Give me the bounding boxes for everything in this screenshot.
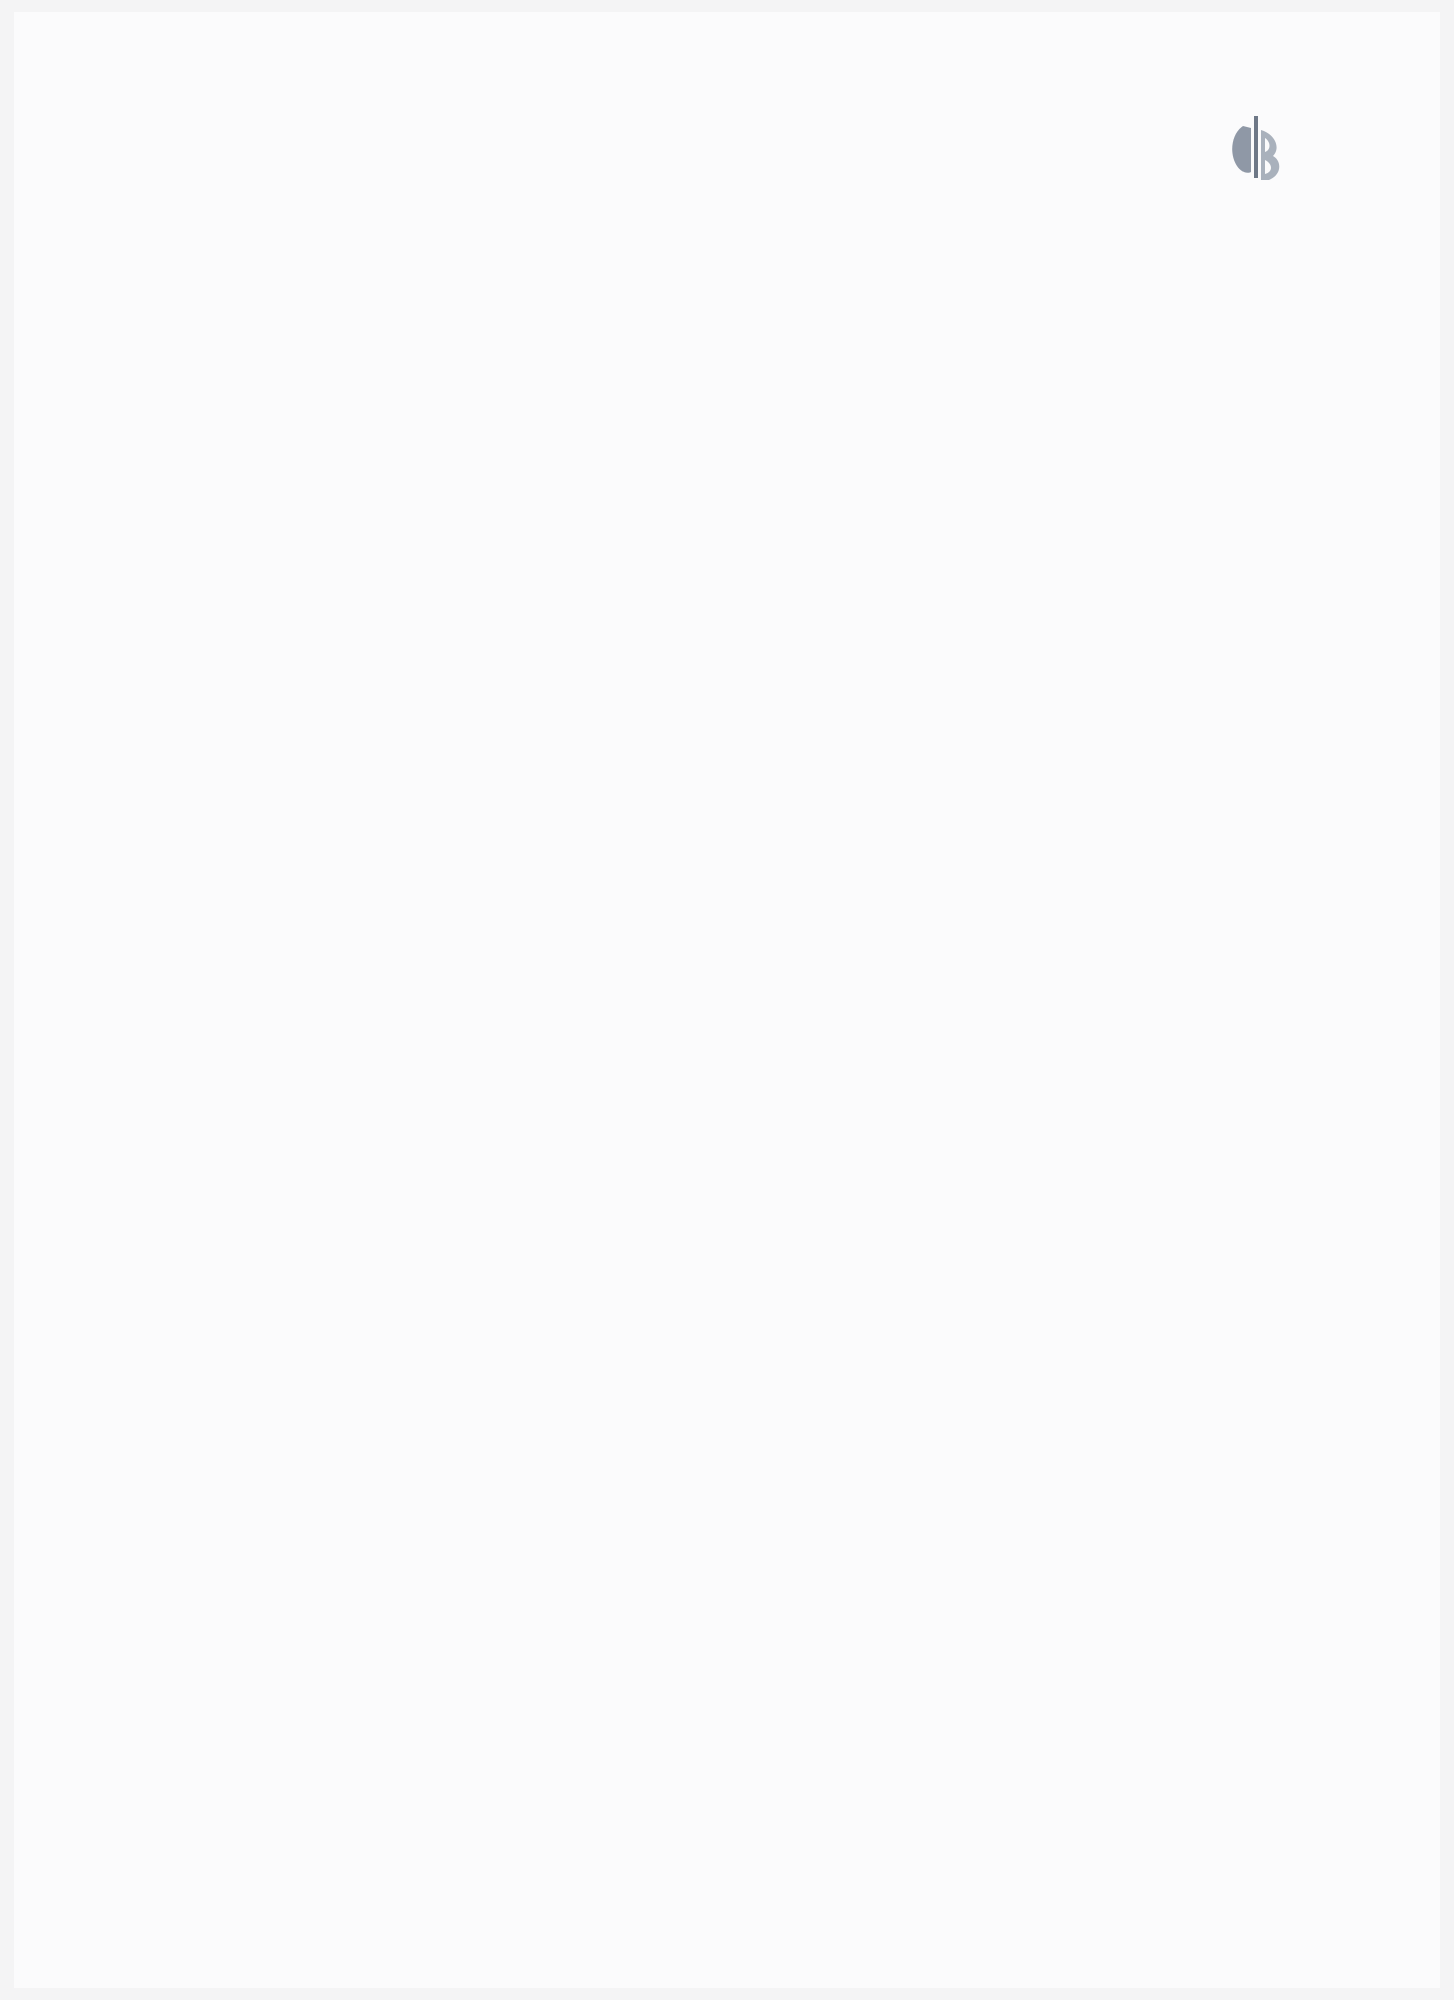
norm-list — [115, 486, 1335, 926]
shen-huang-logo-icon — [1221, 108, 1291, 188]
company-logo — [1196, 108, 1316, 218]
directive-list — [115, 246, 1335, 426]
